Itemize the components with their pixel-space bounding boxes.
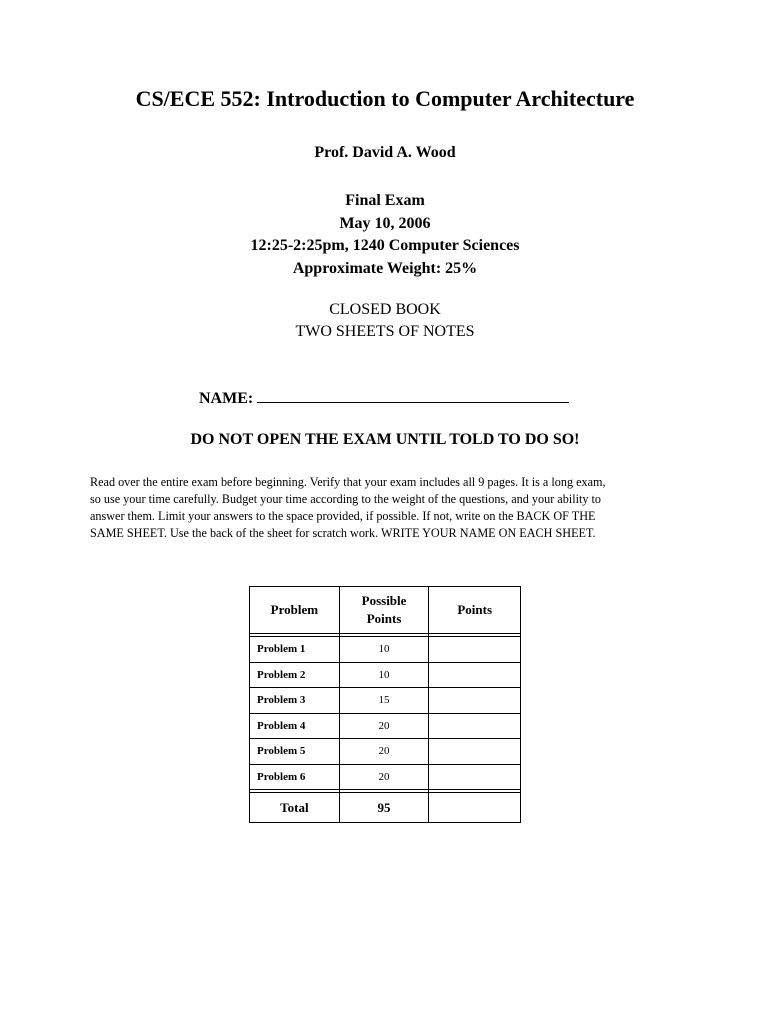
score-cell[interactable] [429,662,521,688]
exam-time-location: 12:25-2:25pm, 1240 Computer Sciences [250,237,520,254]
notes-policy: TWO SHEETS OF NOTES [295,323,475,340]
table-row [250,662,521,688]
possible-points: 20 [339,713,429,739]
course-title: CS/ECE 552: Introduction to Computer Architecture [135,86,635,111]
total-score-cell[interactable] [429,793,521,823]
table-row [250,713,521,739]
problem-label: Problem 2 [250,662,340,688]
table-row [250,637,521,663]
table-row [250,764,521,790]
name-field [199,386,569,408]
exam-rules-block [0,299,770,343]
problem-label: Problem 6 [250,764,340,790]
exam-name: Final Exam [345,192,425,209]
exam-info-block [0,190,770,280]
possible-points: 20 [339,739,429,765]
possible-points: 15 [339,688,429,714]
exam-date: May 10, 2006 [339,214,431,232]
score-cell[interactable] [429,637,521,663]
score-cell[interactable] [429,688,521,714]
possible-points: 10 [339,637,429,663]
score-cell[interactable] [429,739,521,765]
possible-points: 20 [339,764,429,790]
total-row [250,793,521,823]
problem-label: Problem 5 [250,739,340,765]
instructions-line: SAME SHEET. Use the back of the sheet for scratch work. WRITE YOUR NAME ON EACH SHEET. [90,526,596,540]
score-cell[interactable] [429,764,521,790]
warning-text: DO NOT OPEN THE EXAM UNTIL TOLD TO DO SO! [190,431,580,448]
instructions-line: Read over the entire exam before beginning. Verify that your exam includes all 9 pages. It is a long exam, [90,475,606,489]
total-label: Total [250,793,340,823]
exam-weight: Approximate Weight: 25% [292,259,478,277]
instructions-paragraph [90,474,680,542]
total-possible-points: 95 [339,793,429,823]
instructions-line: so use your time carefully. Budget your time according to the weight of the questions, and your ability to [90,492,601,506]
score-table [249,586,521,823]
header-problem: Problem [250,587,340,634]
possible-points: 10 [339,662,429,688]
header-possible-points [339,587,429,634]
problem-label: Problem 4 [250,713,340,739]
instructions-line: answer them. Limit your answers to the space provided, if possible. If not, write on the BACK OF THE [90,509,596,523]
professor-name: Prof. David A. Wood [314,144,456,161]
header-points: Points [429,587,521,634]
header-possible-line1: Possible [361,593,407,608]
book-policy: CLOSED BOOK [329,301,441,318]
name-blank-line[interactable] [257,386,569,403]
problem-label: Problem 3 [250,688,340,714]
problem-label: Problem 1 [250,637,340,663]
table-row [250,739,521,765]
score-cell[interactable] [429,713,521,739]
header-possible-line2: Points [366,611,402,626]
name-label: NAME: [199,390,254,407]
score-table-header [250,587,521,634]
table-row [250,688,521,714]
